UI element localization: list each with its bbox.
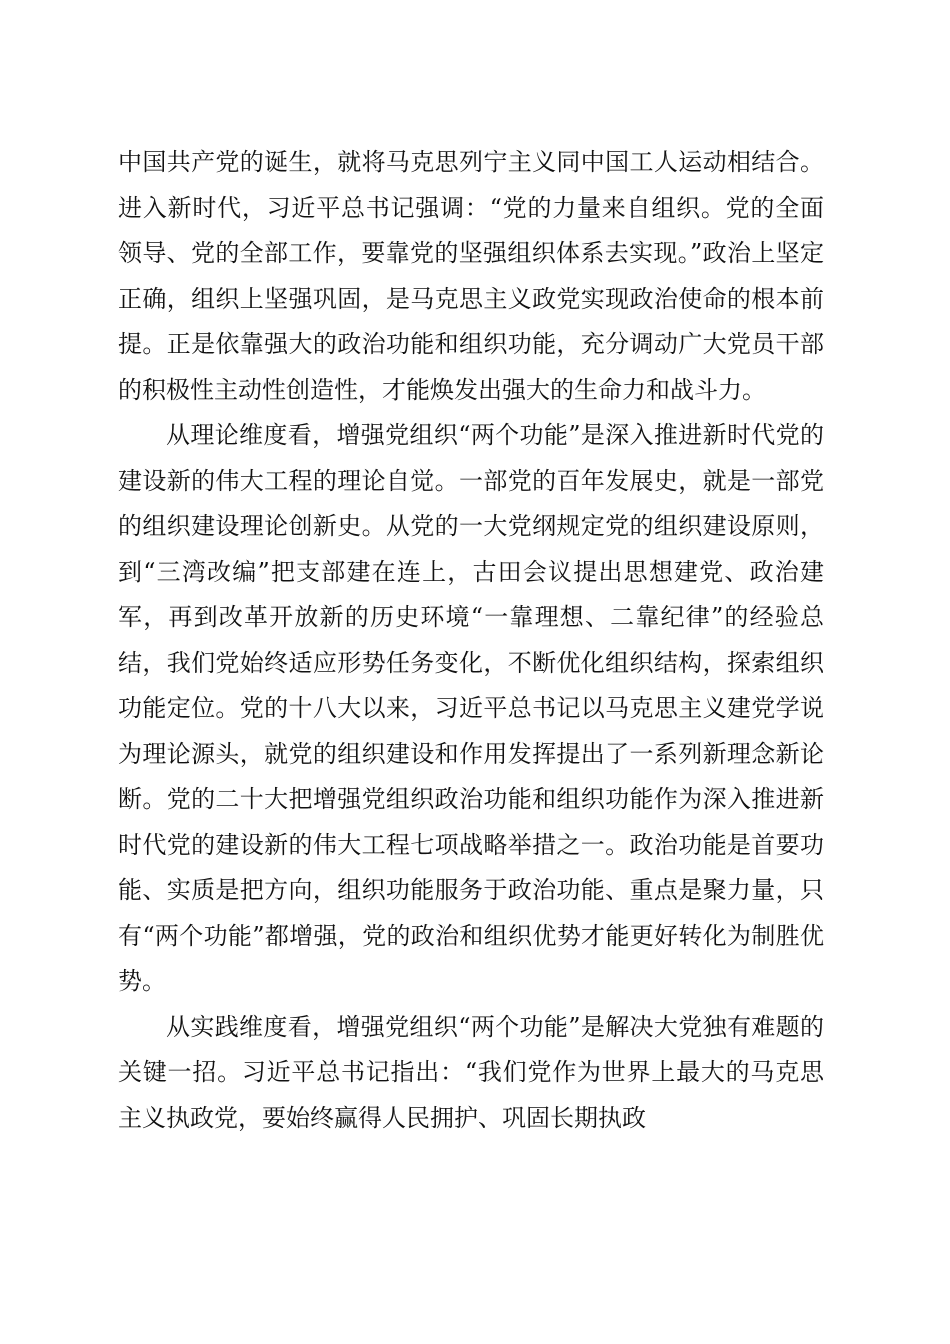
paragraph-3: 从实践维度看，增强党组织“两个功能”是解决大党独有难题的关键一招。习近平总书记指出：“我们党作为世界上最大的马克思主义执政党，要始终赢得人民拥护、巩固长期执政 bbox=[118, 1012, 824, 1132]
document-body bbox=[118, 140, 824, 1141]
paragraph-2: 从理论维度看，增强党组织“两个功能”是深入推进新时代党的建设新的伟大工程的理论自觉。一部党的百年发展史，就是一部党的组织建设理论创新史。从党的一大党纲规定党的组织建设原则，到“三湾改编”把支部建在连上，古田会议提出思想建党、政治建军，再到改革开放新的历史环境“一靠理想、二靠纪律”的经验总结，我们党始终适应形势任务变化，不断优化组织结构，探索组织功能定位。党的十八大以来，习近平总书记以马克思主义建党学说为理论源头，就党的组织建设和作用发挥提出了一系列新理念新论断。党的二十大把增强党组织政治功能和组织功能作为深入推进新时代党的建设新的伟大工程七项战略举措之一。政治功能是首要功能、实质是把方向，组织功能服务于政治功能、重点是聚力量，只有“两个功能”都增强，党的政治和组织优势才能更好转化为制胜优势。 bbox=[118, 421, 824, 995]
paragraph-1: 中国共产党的诞生，就将马克思列宁主义同中国工人运动相结合。进入新时代，习近平总书记强调：“党的力量来自组织。党的全面领导、党的全部工作，要靠党的坚强组织体系去实现。”政治上坚定正确，组织上坚强巩固，是马克思主义政党实现政治使命的根本前提。正是依靠强大的政治功能和组织功能，充分调动广大党员干部的积极性主动性创造性，才能焕发出强大的生命力和战斗力。 bbox=[118, 148, 824, 404]
